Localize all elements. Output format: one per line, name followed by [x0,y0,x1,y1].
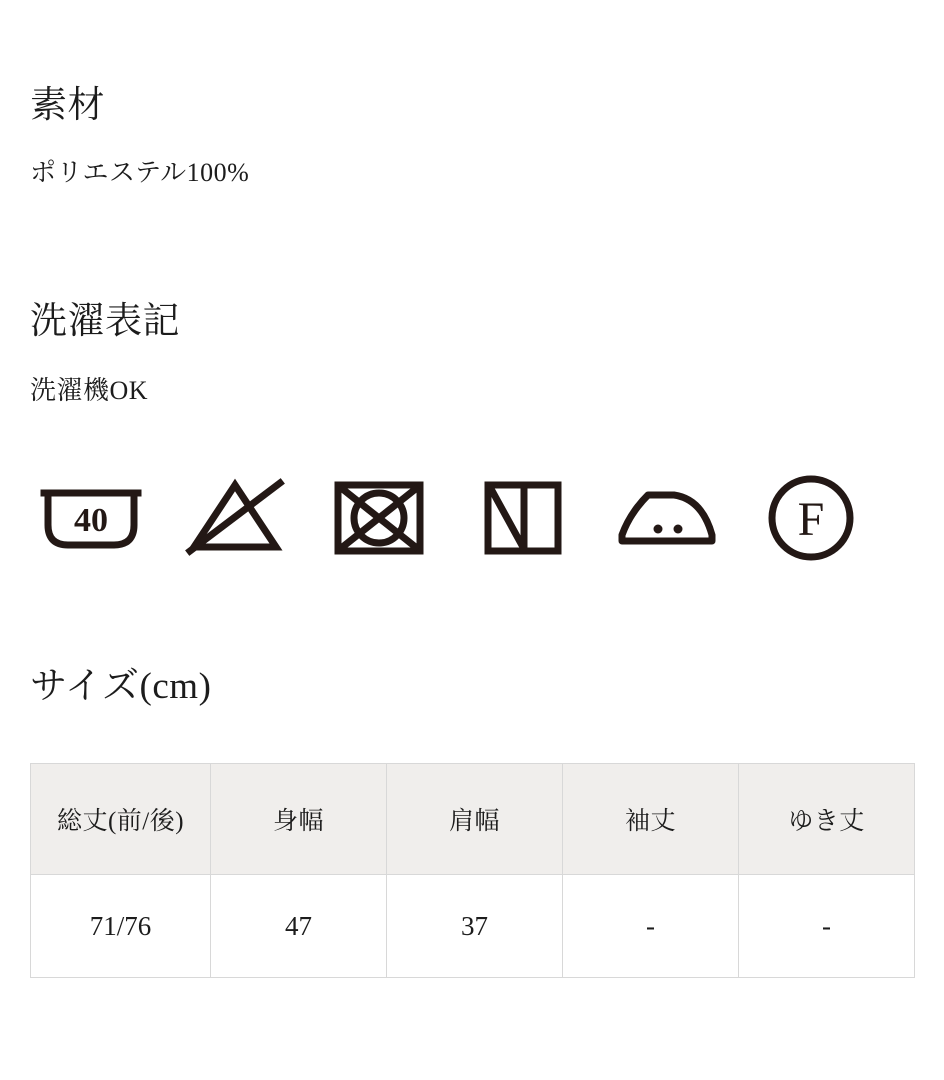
machine-wash-40-icon [36,463,146,573]
column-header-total-length: 総丈(前/後) [31,764,211,875]
wash-care-value: 洗濯機OK [30,376,149,406]
cell-body-width: 47 [211,875,387,978]
line-dry-icon [468,463,578,573]
wash-care-heading: 洗濯表記 [30,301,180,342]
material-heading: 素材 [30,85,105,126]
table-header-row [31,764,915,875]
cell-total-length: 71/76 [31,875,211,978]
size-table [30,763,915,978]
size-section [30,665,211,709]
iron-low-icon [612,463,722,573]
do-not-bleach-icon [180,463,290,573]
material-value: ポリエステル100% [30,158,250,188]
cell-shoulder-width: 37 [387,875,563,978]
column-header-body-width: 身幅 [211,764,387,875]
cell-yuki-length: - [739,875,915,978]
wash-care-section [30,300,180,408]
cell-sleeve-length: - [563,875,739,978]
column-header-sleeve-length: 袖丈 [563,764,739,875]
size-heading: サイズ(cm) [30,666,212,707]
dry-clean-petroleum-icon [756,463,866,573]
do-not-tumble-dry-icon [324,463,434,573]
column-header-yuki-length: ゆき丈 [739,764,915,875]
dry-clean-solvent-label: F [797,493,825,546]
table-row [31,875,915,978]
material-section [30,84,249,190]
machine-wash-temperature-label: 40 [74,502,108,539]
column-header-shoulder-width: 肩幅 [387,764,563,875]
care-symbol-row [36,463,866,573]
